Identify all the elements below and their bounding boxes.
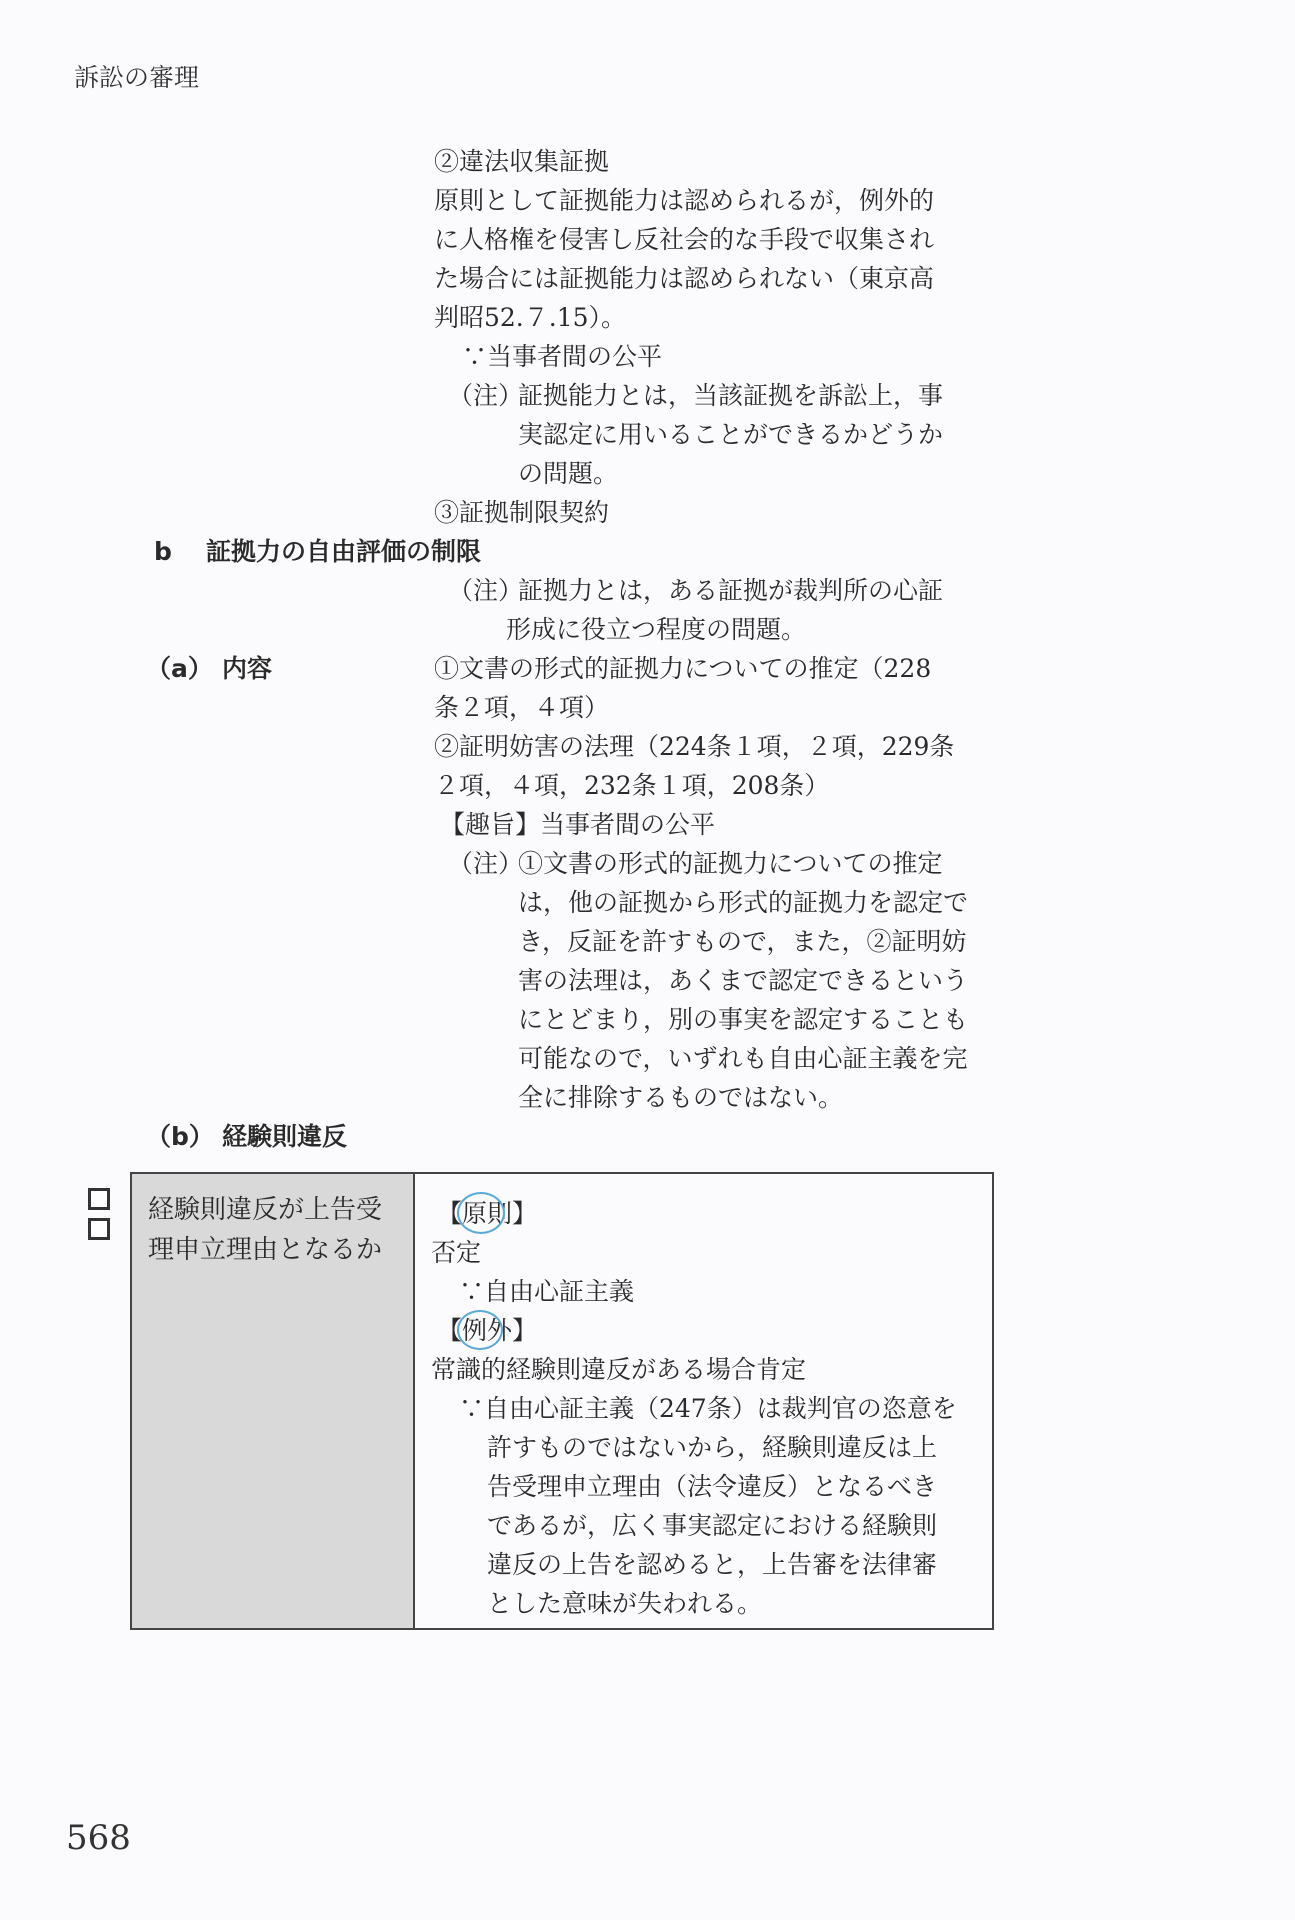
section-bb-heading: 経験則違反: [222, 1122, 348, 1151]
section-bb-label: （b）: [146, 1122, 214, 1151]
principle-answer: 否定: [431, 1238, 482, 1267]
section-2-note-line: の問題。: [518, 459, 619, 488]
section-3-heading: ③証拠制限契約: [434, 498, 610, 527]
running-head: 訴訟の審理: [74, 63, 200, 92]
section-2-note-line: 証拠能力とは，当該証拠を訴訟上，事: [518, 381, 944, 410]
exception-label: 【例外】: [437, 1316, 538, 1345]
section-b-label: b: [154, 537, 172, 566]
review-checkbox[interactable]: [88, 1188, 110, 1210]
section-a-heading: 内容: [222, 654, 273, 683]
section-a-line: 条２項，４項）: [434, 693, 610, 722]
exception-reason-line: 違反の上告を認めると，上告審を法律審: [487, 1550, 938, 1579]
section-a-line: ２項，４項，232条１項，208条）: [434, 771, 830, 800]
pen-circle-mark: [457, 1310, 503, 1350]
page-number: 568: [66, 1818, 131, 1858]
section-a-note-line: にとどまり，別の事実を認定することも: [518, 1005, 969, 1034]
section-a-label: （a）: [146, 654, 213, 683]
section-2-line: 判昭52.７.15）。: [434, 303, 627, 332]
section-b-note-label: （注）: [448, 576, 524, 605]
exception-reason-line: であるが，広く事実認定における経験則: [487, 1511, 938, 1540]
pen-circle-mark: [457, 1192, 505, 1234]
section-a-note-line: は，他の証拠から形式的証拠力を認定で: [518, 888, 969, 917]
principle-label: 【原則】: [437, 1199, 538, 1228]
section-a-note-line: 可能なので，いずれも自由心証主義を完: [518, 1044, 968, 1073]
section-2-line: 原則として証拠能力は認められるが，例外的: [434, 186, 935, 215]
section-2-heading: ②違法収集証拠: [434, 147, 610, 176]
exception-reason-line: とした意味が失われる。: [487, 1589, 763, 1618]
section-2-note-label: （注）: [448, 381, 524, 410]
issue-answer-cell: [415, 1174, 992, 1628]
section-2-line: に人格権を侵害し反社会的な手段で収集され: [434, 225, 935, 254]
exception-reason-line: ∵自由心証主義（247条）は裁判官の恣意を: [459, 1394, 957, 1423]
section-2-reason: ∵当事者間の公平: [462, 342, 663, 371]
section-a-line: ②証明妨害の法理（224条１項，２項，229条: [434, 732, 955, 761]
section-a-note-line: 全に排除するものではない。: [518, 1083, 844, 1112]
issue-question-line: 理申立理由となるか: [148, 1235, 383, 1265]
section-a-note-line: き，反証を許すもので，また，②証明妨: [518, 927, 967, 956]
section-a-purpose: 【趣旨】当事者間の公平: [440, 810, 716, 839]
issue-table: [130, 1172, 994, 1630]
issue-question-line: 経験則違反が上告受: [148, 1195, 383, 1225]
exception-reason-line: 許すものではないから，経験則違反は上: [487, 1433, 938, 1462]
section-a-note-label: （注）: [448, 849, 524, 878]
section-a-line: ①文書の形式的証拠力についての推定（228: [434, 654, 932, 683]
section-2-note-line: 実認定に用いることができるかどうか: [518, 420, 944, 449]
section-b-note-line: 証拠力とは，ある証拠が裁判所の心証: [518, 576, 944, 605]
principle-reason: ∵自由心証主義: [459, 1277, 635, 1306]
section-2-line: た場合には証拠能力は認められない（東京高: [434, 264, 935, 293]
review-checkbox[interactable]: [88, 1218, 110, 1240]
section-b-note-line: 形成に役立つ程度の問題。: [506, 615, 807, 644]
issue-question-cell: [132, 1174, 415, 1628]
section-a-note-line: ①文書の形式的証拠力についての推定: [518, 849, 943, 878]
section-b-heading: 証拠力の自由評価の制限: [206, 537, 482, 566]
section-a-note-line: 害の法理は，あくまで認定できるという: [518, 966, 969, 995]
exception-reason-line: 告受理申立理由（法令違反）となるべき: [487, 1472, 938, 1501]
exception-answer: 常識的経験則違反がある場合肯定: [431, 1355, 807, 1384]
